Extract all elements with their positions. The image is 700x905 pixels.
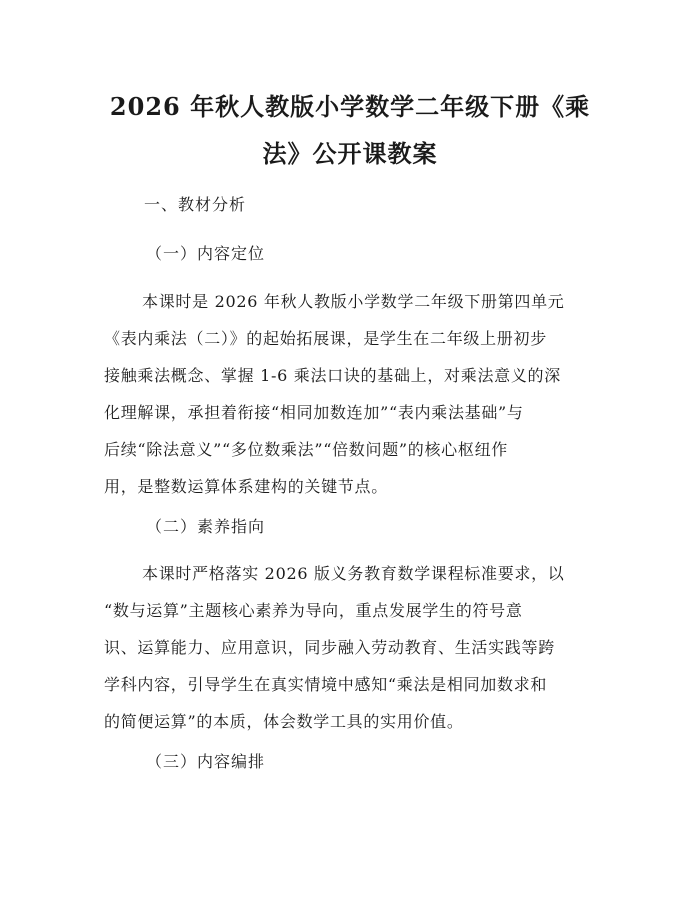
- subsection-heading-literacy-orientation: （二）素养指向: [146, 517, 266, 536]
- document-title-line-2: 法》公开课教案: [262, 139, 438, 168]
- paragraph-line: 接触乘法概念、掌握 1-6 乘法口诀的基础上，对乘法意义的深: [104, 366, 561, 385]
- paragraph-line: 识、运算能力、应用意识，同步融入劳动教育、生活实践等跨: [104, 638, 555, 657]
- section-heading-material-analysis: 一、教材分析: [144, 195, 247, 214]
- paragraph-line: 用，是整数运算体系建构的关键节点。: [104, 477, 388, 496]
- subsection-heading-content-positioning: （一）内容定位: [146, 244, 266, 263]
- paragraph-line: “数与运算”主题核心素养为导向，重点发展学生的符号意: [104, 601, 523, 620]
- paragraph-line: 本课时严格落实 2026 版义务教育数学课程标准要求，以: [142, 564, 565, 583]
- subsection-heading-content-arrangement: （三）内容编排: [146, 752, 266, 771]
- paragraph-line: 学科内容，引导学生在真实情境中感知“乘法是相同加数求和: [104, 675, 548, 694]
- paragraph-line: 化理解课，承担着衔接“相同加数连加”“表内乘法基础”与: [104, 403, 524, 422]
- paragraph-line: 本课时是 2026 年秋人教版小学数学二年级下册第四单元: [142, 292, 565, 311]
- paragraph-line: 后续“除法意义”“多位数乘法”“倍数问题”的核心枢纽作: [104, 440, 508, 459]
- document-title-line-1: 2026 年秋人教版小学数学二年级下册《乘: [109, 92, 591, 121]
- paragraph-line: 的简便运算”的本质，体会数学工具的实用价值。: [104, 712, 464, 731]
- paragraph-line: 《表内乘法（二）》的起始拓展课，是学生在二年级上册初步: [104, 329, 547, 348]
